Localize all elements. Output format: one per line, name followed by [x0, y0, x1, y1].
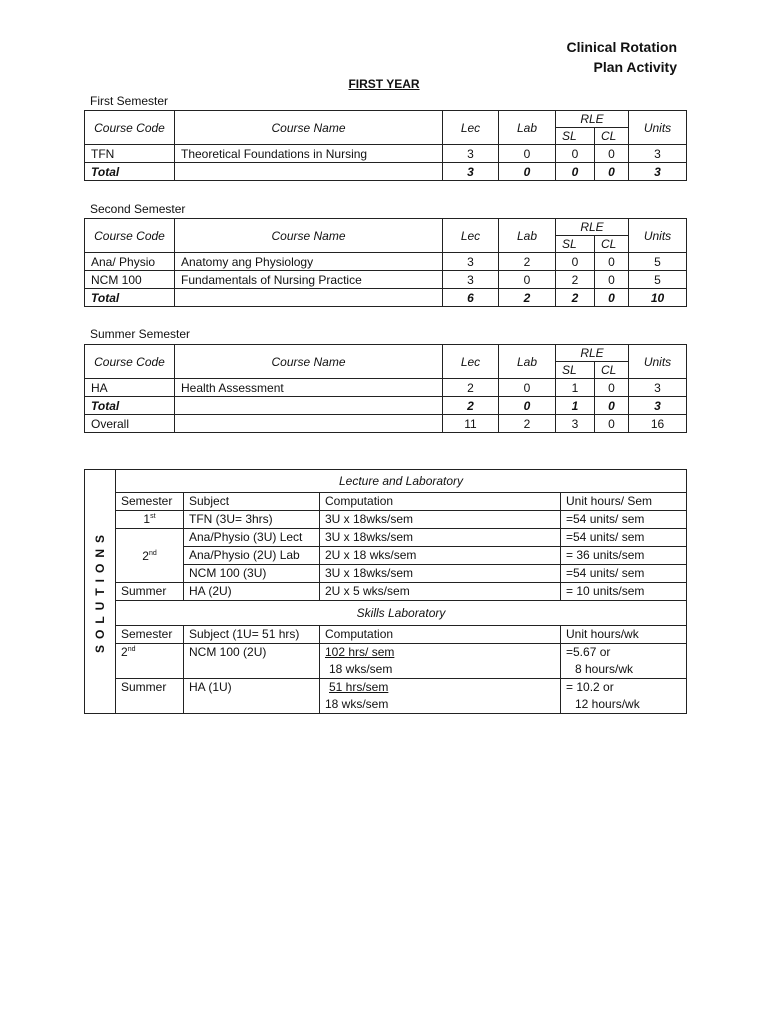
table-row: [85, 644, 687, 662]
subject-cell: HA (2U): [184, 583, 320, 601]
semester-value: 2: [121, 645, 128, 659]
header-course-code: Course Code: [85, 111, 175, 145]
table-row: [85, 379, 687, 397]
numerator-text: 102 hrs/ sem: [325, 645, 395, 659]
overall-units: 16: [629, 415, 687, 433]
header-cl: CL: [595, 236, 629, 253]
skills-lab-title: Skills Laboratory: [116, 601, 687, 626]
first-semester-label: First Semester: [90, 94, 169, 108]
header-rle: RLE: [556, 219, 629, 236]
subject-cell: Ana/Physio (3U) Lect: [184, 529, 320, 547]
lecture-lab-title-row: [85, 470, 687, 493]
subject-cell: NCM 100 (2U): [184, 644, 320, 679]
header-course-code: Course Code: [85, 345, 175, 379]
header-lec: Lec: [443, 219, 499, 253]
course-name: Health Assessment: [175, 379, 443, 397]
cl-value: 0: [595, 271, 629, 289]
lab-value: 0: [499, 271, 556, 289]
first-semester-table: [84, 110, 687, 181]
units-value: 3: [629, 379, 687, 397]
course-code: NCM 100: [85, 271, 175, 289]
empty-cell: [175, 397, 443, 415]
table-header-row: [85, 345, 687, 362]
total-label: Total: [85, 163, 175, 181]
header-sl: SL: [556, 362, 595, 379]
skills-lab-title-row: [85, 601, 687, 626]
total-lab: 2: [499, 289, 556, 307]
total-label: Total: [85, 289, 175, 307]
lab-value: 0: [499, 145, 556, 163]
semester-superscript: st: [150, 513, 156, 520]
computation-cell: 3U x 18wks/sem: [320, 565, 561, 583]
computation-cell: 3U x 18wks/sem: [320, 529, 561, 547]
document-header: [567, 37, 677, 77]
overall-lec: 11: [443, 415, 499, 433]
total-units: 10: [629, 289, 687, 307]
lab-value: 0: [499, 379, 556, 397]
total-cl: 0: [595, 163, 629, 181]
total-row: [85, 397, 687, 415]
total-units: 3: [629, 163, 687, 181]
units-value: 3: [629, 145, 687, 163]
header-course-name: Course Name: [175, 219, 443, 253]
course-name: Theoretical Foundations in Nursing: [175, 145, 443, 163]
lec-value: 3: [443, 145, 499, 163]
result-cell: = 10 units/sem: [561, 583, 687, 601]
total-lab: 0: [499, 397, 556, 415]
header-units: Units: [629, 219, 687, 253]
cl-value: 0: [595, 145, 629, 163]
total-sl: 1: [556, 397, 595, 415]
table-header-row: [85, 219, 687, 236]
table-row: [85, 583, 687, 601]
total-sl: 0: [556, 163, 595, 181]
summer-semester-label: Summer Semester: [90, 327, 191, 341]
computation-numerator: [320, 679, 561, 697]
second-semester-table: [84, 218, 687, 307]
total-lec: 6: [443, 289, 499, 307]
header-lab: Lab: [499, 219, 556, 253]
total-lec: 3: [443, 163, 499, 181]
sl-value: 1: [556, 379, 595, 397]
course-code: HA: [85, 379, 175, 397]
semester-value: 1: [143, 512, 151, 526]
header-lec: Lec: [443, 111, 499, 145]
total-row: [85, 289, 687, 307]
sl-value: 0: [556, 253, 595, 271]
subject-cell: TFN (3U= 3hrs): [184, 511, 320, 529]
subject-cell: NCM 100 (3U): [184, 565, 320, 583]
solutions-table: [84, 469, 687, 714]
header-course-name: Course Name: [175, 345, 443, 379]
course-code: Ana/ Physio: [85, 253, 175, 271]
header-rle: RLE: [556, 345, 629, 362]
header-lec: Lec: [443, 345, 499, 379]
header-computation: Computation: [320, 626, 561, 644]
computation-cell: 2U x 18 wks/sem: [320, 547, 561, 565]
header-computation: Computation: [320, 493, 561, 511]
lecture-lab-title: Lecture and Laboratory: [116, 470, 687, 493]
result-line-2: 12 hours/wk: [561, 696, 687, 714]
course-code: TFN: [85, 145, 175, 163]
semester-value: 2: [142, 548, 149, 563]
semester-cell: [116, 529, 184, 583]
table-row: [85, 679, 687, 697]
overall-lab: 2: [499, 415, 556, 433]
units-value: 5: [629, 271, 687, 289]
header-unit-hours: Unit hours/wk: [561, 626, 687, 644]
subject-cell: HA (1U): [184, 679, 320, 714]
overall-row: [85, 415, 687, 433]
result-cell: = 36 units/sem: [561, 547, 687, 565]
header-units: Units: [629, 111, 687, 145]
lab-value: 2: [499, 253, 556, 271]
overall-cl: 0: [595, 415, 629, 433]
cl-value: 0: [595, 253, 629, 271]
total-lab: 0: [499, 163, 556, 181]
numerator-text: 51 hrs/sem: [329, 680, 389, 694]
total-cl: 0: [595, 397, 629, 415]
empty-cell: [175, 163, 443, 181]
total-row: [85, 163, 687, 181]
second-semester-label: Second Semester: [90, 202, 186, 216]
table-row: [85, 145, 687, 163]
course-name: Fundamentals of Nursing Practice: [175, 271, 443, 289]
table-row: [85, 511, 687, 529]
table-header-row: [85, 111, 687, 128]
table-row: [85, 271, 687, 289]
lec-value: 3: [443, 253, 499, 271]
semester-superscript: nd: [127, 646, 136, 653]
header-line-2: Plan Activity: [593, 59, 677, 75]
result-line-2: 8 hours/wk: [561, 661, 687, 679]
semester-superscript: nd: [148, 549, 157, 557]
header-lab: Lab: [499, 345, 556, 379]
computation-cell: 2U x 5 wks/sem: [320, 583, 561, 601]
header-semester: Semester: [116, 626, 184, 644]
header-lab: Lab: [499, 111, 556, 145]
header-course-code: Course Code: [85, 219, 175, 253]
header-semester: Semester: [116, 493, 184, 511]
computation-cell: 3U x 18wks/sem: [320, 511, 561, 529]
result-cell: =54 units/ sem: [561, 529, 687, 547]
cl-value: 0: [595, 379, 629, 397]
header-units: Units: [629, 345, 687, 379]
header-subject: Subject (1U= 51 hrs): [184, 626, 320, 644]
header-cl: CL: [595, 128, 629, 145]
total-label: Total: [85, 397, 175, 415]
units-value: 5: [629, 253, 687, 271]
semester-cell: [116, 644, 184, 679]
lec-value: 2: [443, 379, 499, 397]
semester-cell: [116, 511, 184, 529]
result-cell: =54 units/ sem: [561, 565, 687, 583]
overall-sl: 3: [556, 415, 595, 433]
result-cell: =54 units/ sem: [561, 511, 687, 529]
subject-cell: Ana/Physio (2U) Lab: [184, 547, 320, 565]
table-row: [85, 529, 687, 547]
header-sl: SL: [556, 236, 595, 253]
header-cl: CL: [595, 362, 629, 379]
skills-lab-header-row: [85, 626, 687, 644]
computation-denominator: 18 wks/sem: [320, 661, 561, 679]
computation-numerator: [320, 644, 561, 662]
table-row: [85, 253, 687, 271]
total-cl: 0: [595, 289, 629, 307]
total-units: 3: [629, 397, 687, 415]
total-lec: 2: [443, 397, 499, 415]
summer-semester-table: [84, 344, 687, 433]
header-course-name: Course Name: [175, 111, 443, 145]
year-title: FIRST YEAR: [348, 77, 420, 91]
header-unit-hours: Unit hours/ Sem: [561, 493, 687, 511]
header-subject: Subject: [184, 493, 320, 511]
sl-value: 2: [556, 271, 595, 289]
solutions-label-text: SOLUTIONS: [93, 529, 107, 654]
total-sl: 2: [556, 289, 595, 307]
computation-denominator: 18 wks/sem: [320, 696, 561, 714]
header-rle: RLE: [556, 111, 629, 128]
result-line-1: = 10.2 or: [561, 679, 687, 697]
semester-cell: Summer: [116, 679, 184, 714]
empty-cell: [175, 415, 443, 433]
semester-cell: Summer: [116, 583, 184, 601]
empty-cell: [175, 289, 443, 307]
overall-label: Overall: [85, 415, 175, 433]
lec-value: 3: [443, 271, 499, 289]
course-name: Anatomy ang Physiology: [175, 253, 443, 271]
header-sl: SL: [556, 128, 595, 145]
result-line-1: =5.67 or: [561, 644, 687, 662]
solutions-side-label: [85, 470, 116, 714]
sl-value: 0: [556, 145, 595, 163]
header-line-1: Clinical Rotation: [566, 39, 677, 55]
lecture-lab-header-row: [85, 493, 687, 511]
